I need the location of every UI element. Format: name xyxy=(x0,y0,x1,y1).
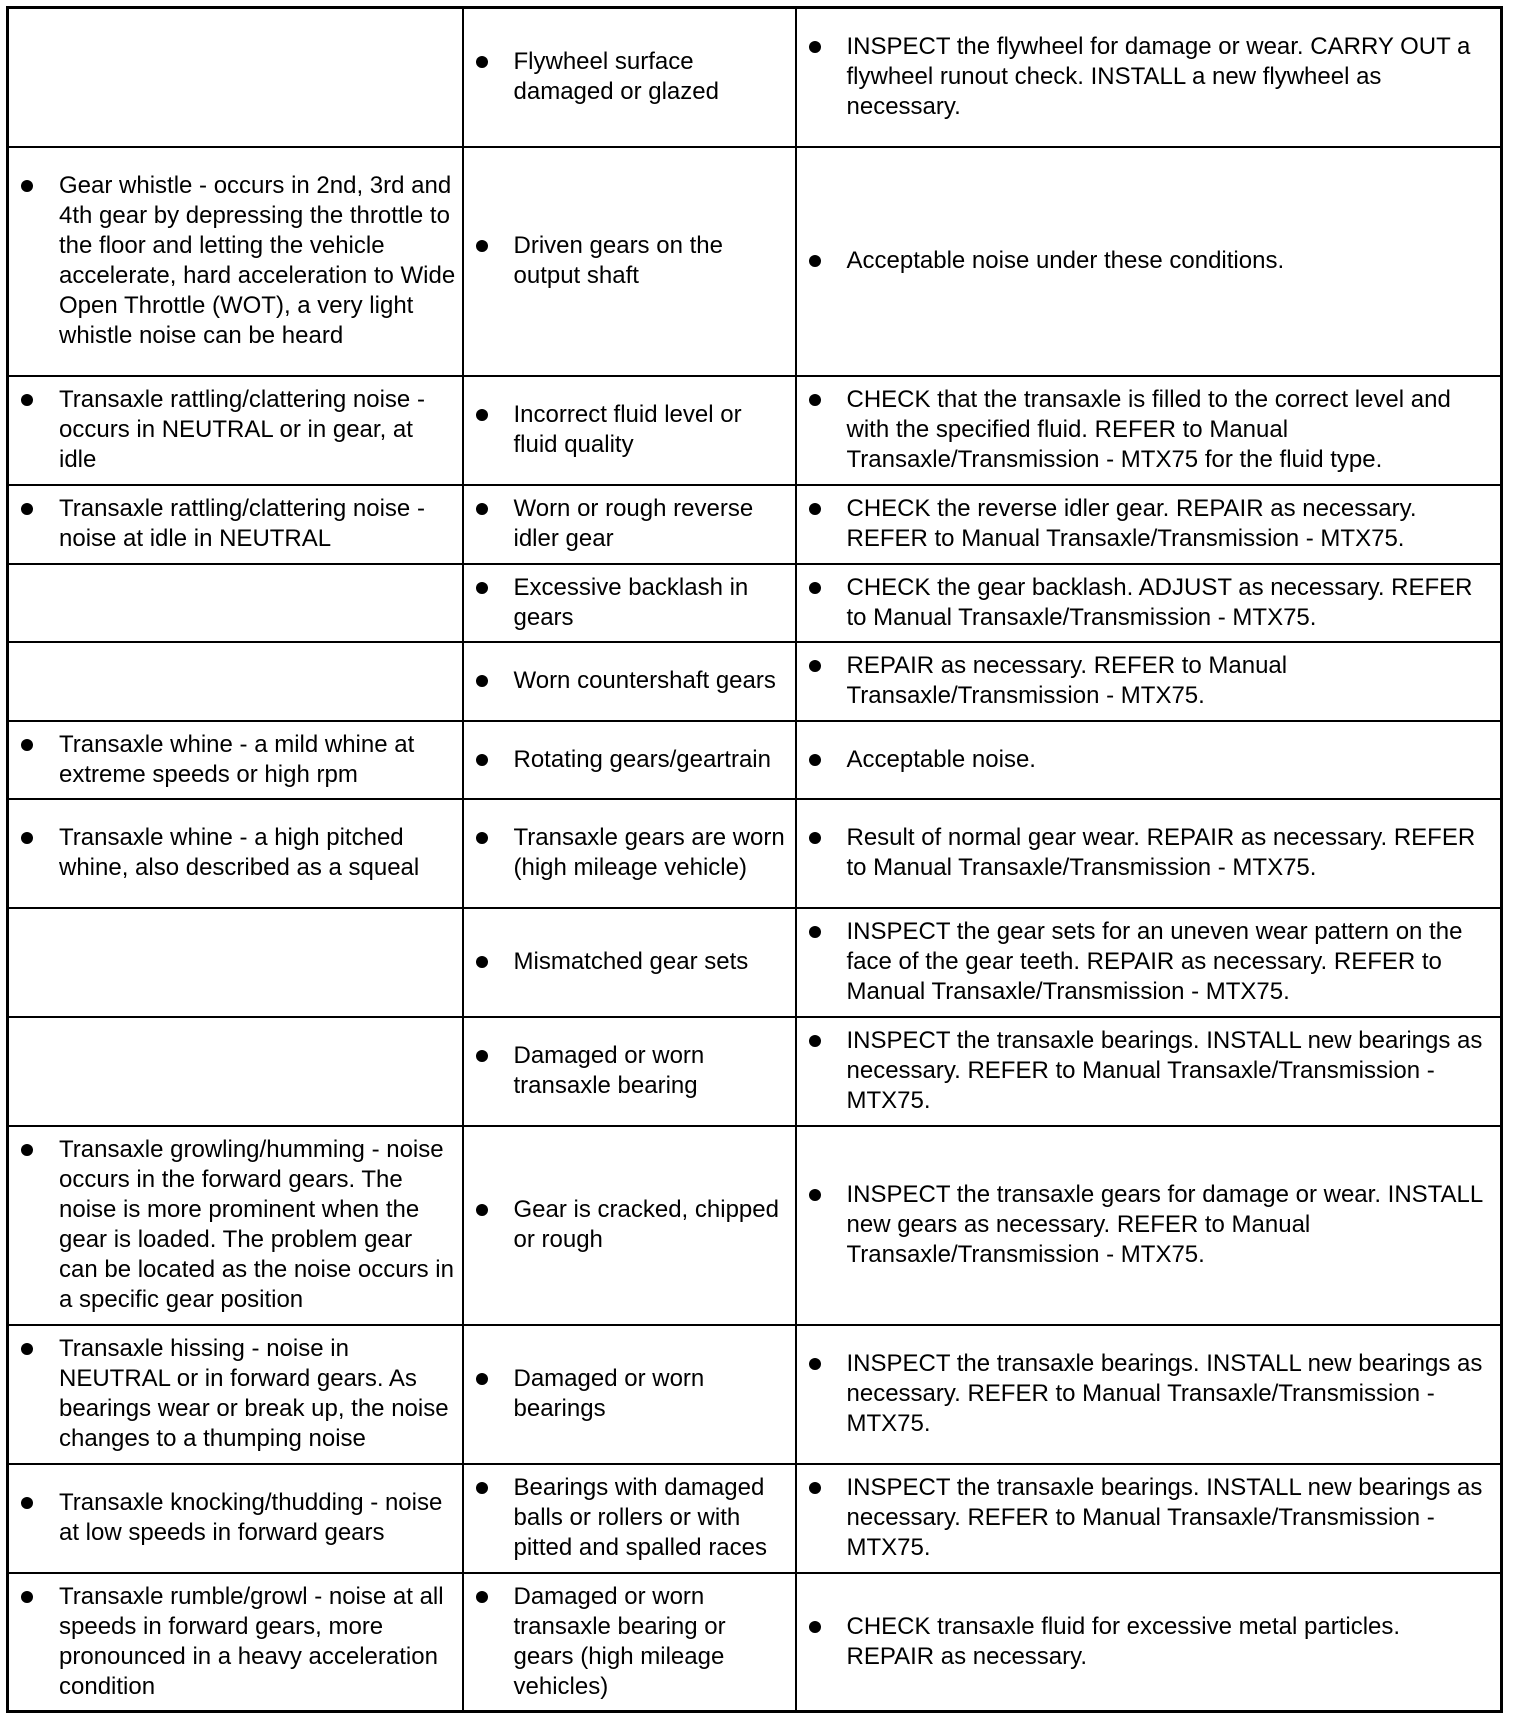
bullet-item xyxy=(21,823,456,883)
bullet-icon xyxy=(476,56,488,68)
condition-text: Transaxle rattling/clattering noise - occurs in NEUTRAL or in gear, at idle xyxy=(59,386,425,473)
bullet-icon xyxy=(476,503,488,515)
bullet-icon xyxy=(809,255,821,267)
bullet-item xyxy=(476,947,789,977)
table-row xyxy=(8,564,1502,642)
action-text: Acceptable noise. xyxy=(846,745,1036,773)
action-text: INSPECT the flywheel for damage or wear. CARRY OUT a flywheel runout check. INSTALL a new flywheel as necessary. xyxy=(846,33,1471,121)
bullet-icon xyxy=(21,503,33,515)
bullet-icon xyxy=(476,832,488,844)
condition-cell xyxy=(8,147,463,376)
action-cell xyxy=(796,376,1502,485)
action-text: CHECK transaxle fluid for excessive metal particles. REPAIR as necessary. xyxy=(846,1612,1401,1670)
table-row xyxy=(8,8,1502,147)
bullet-icon xyxy=(809,660,821,672)
bullet-icon xyxy=(476,1373,488,1385)
bullet-icon xyxy=(476,582,488,594)
diagnosis-table-body xyxy=(8,8,1502,1712)
bullet-item xyxy=(21,1135,456,1315)
condition-cell xyxy=(8,799,463,908)
table-row xyxy=(8,376,1502,485)
cause-text: Worn countershaft gears xyxy=(513,667,776,694)
bullet-item xyxy=(809,573,1495,633)
bullet-item xyxy=(476,573,789,633)
bullet-icon xyxy=(476,1204,488,1216)
action-cell xyxy=(796,1017,1502,1126)
bullet-icon xyxy=(476,240,488,252)
bullet-item xyxy=(21,1334,456,1454)
cause-cell xyxy=(463,908,796,1017)
action-text: Acceptable noise under these conditions. xyxy=(846,247,1285,274)
condition-cell xyxy=(8,1325,463,1464)
bullet-item xyxy=(809,246,1495,276)
bullet-icon xyxy=(809,41,821,53)
action-cell xyxy=(796,8,1502,147)
bullet-item xyxy=(476,494,789,554)
bullet-item xyxy=(476,1473,789,1563)
bullet-item xyxy=(476,823,789,883)
bullet-item xyxy=(476,47,789,107)
bullet-icon xyxy=(809,832,821,844)
condition-text: Transaxle whine - a high pitched whine, also described as a squeal xyxy=(59,824,420,881)
bullet-icon xyxy=(809,754,821,766)
bullet-item xyxy=(809,651,1495,711)
cause-text: Excessive backlash in gears xyxy=(513,573,749,631)
action-text: CHECK the gear backlash. ADJUST as necessary. REFER to Manual Transaxle/Transmission - MTX75. xyxy=(846,573,1473,631)
bullet-icon xyxy=(809,582,821,594)
bullet-item xyxy=(476,666,789,696)
condition-text: Gear whistle - occurs in 2nd, 3rd and 4th gear by depressing the throttle to the floor and letting the vehicle accelerate, hard acceleration to Wide Open Throttle (WOT), a very light whistle noise can be heard xyxy=(59,172,456,349)
bullet-item xyxy=(809,1473,1495,1563)
table-row xyxy=(8,799,1502,908)
bullet-icon xyxy=(809,1621,821,1633)
bullet-icon xyxy=(476,754,488,766)
bullet-icon xyxy=(476,1482,488,1494)
bullet-icon xyxy=(21,180,33,192)
action-text: INSPECT the transaxle bearings. INSTALL new bearings as necessary. REFER to Manual Transaxle/Transmission - MTX75. xyxy=(846,1027,1483,1114)
action-text: CHECK the reverse idler gear. REPAIR as necessary. REFER to Manual Transaxle/Transmission - MTX75. xyxy=(846,495,1417,552)
action-cell xyxy=(796,908,1502,1017)
condition-cell xyxy=(8,564,463,642)
table-row xyxy=(8,1464,1502,1573)
action-text: INSPECT the transaxle bearings. INSTALL new bearings as necessary. REFER to Manual Transaxle/Transmission - MTX75. xyxy=(846,1474,1483,1561)
action-text: INSPECT the transaxle gears for damage or wear. INSTALL new gears as necessary. REFER to Manual Transaxle/Transmission - MTX75. xyxy=(846,1181,1483,1268)
action-cell xyxy=(796,147,1502,376)
action-cell xyxy=(796,1126,1502,1325)
table-row xyxy=(8,721,1502,799)
condition-cell xyxy=(8,1017,463,1126)
bullet-item xyxy=(476,400,789,460)
action-text: INSPECT the transaxle bearings. INSTALL new bearings as necessary. REFER to Manual Transaxle/Transmission - MTX75. xyxy=(846,1350,1483,1437)
bullet-item xyxy=(809,823,1495,883)
bullet-item xyxy=(21,171,456,351)
action-cell xyxy=(796,485,1502,564)
bullet-item xyxy=(809,32,1495,122)
bullet-item xyxy=(809,1026,1495,1116)
table-row xyxy=(8,642,1502,721)
bullet-item xyxy=(476,745,789,775)
cause-cell xyxy=(463,485,796,564)
cause-text: Bearings with damaged balls or rollers or with pitted and spalled races xyxy=(513,1474,767,1561)
bullet-icon xyxy=(21,1497,33,1509)
cause-cell xyxy=(463,1126,796,1325)
cause-text: Gear is cracked, chipped or rough xyxy=(513,1196,779,1253)
bullet-icon xyxy=(476,675,488,687)
cause-cell xyxy=(463,8,796,147)
bullet-icon xyxy=(476,1050,488,1062)
condition-text: Transaxle rattling/clattering noise - noise at idle in NEUTRAL xyxy=(59,495,425,552)
condition-text: Transaxle whine - a mild whine at extreme speeds or high rpm xyxy=(59,730,415,788)
bullet-item xyxy=(476,1582,789,1702)
condition-text: Transaxle rumble/growl - noise at all speeds in forward gears, more pronounced in a heavy acceleration condition xyxy=(59,1582,444,1700)
diagnosis-table xyxy=(6,6,1503,1713)
condition-cell xyxy=(8,376,463,485)
action-cell xyxy=(796,642,1502,721)
bullet-icon xyxy=(476,956,488,968)
bullet-item xyxy=(809,1180,1495,1270)
bullet-item xyxy=(809,917,1495,1007)
action-cell xyxy=(796,799,1502,908)
cause-cell xyxy=(463,1464,796,1573)
action-text: INSPECT the gear sets for an uneven wear pattern on the face of the gear teeth. REPAIR as necessary. REFER to Manual Transaxle/Transmission - MTX75. xyxy=(846,918,1463,1005)
bullet-icon xyxy=(21,1144,33,1156)
condition-text: Transaxle knocking/thudding - noise at low speeds in forward gears xyxy=(59,1489,443,1546)
table-row xyxy=(8,908,1502,1017)
bullet-item xyxy=(476,1364,789,1424)
cause-text: Damaged or worn transaxle bearing or gears (high mileage vehicles) xyxy=(513,1582,726,1700)
bullet-item xyxy=(809,1349,1495,1439)
cause-cell xyxy=(463,1017,796,1126)
bullet-item xyxy=(809,1612,1495,1672)
cause-text: Driven gears on the output shaft xyxy=(513,232,723,289)
bullet-item xyxy=(21,1582,456,1702)
cause-cell xyxy=(463,799,796,908)
cause-cell xyxy=(463,564,796,642)
action-text: Result of normal gear wear. REPAIR as necessary. REFER to Manual Transaxle/Transmission - MTX75. xyxy=(846,824,1476,881)
bullet-item xyxy=(476,1041,789,1101)
condition-cell xyxy=(8,1464,463,1573)
bullet-item xyxy=(809,745,1495,775)
condition-text: Transaxle hissing - noise in NEUTRAL or in forward gears. As bearings wear or break up, the noise changes to a thumping noise xyxy=(59,1335,449,1452)
bullet-item xyxy=(21,385,456,475)
cause-cell xyxy=(463,1573,796,1712)
bullet-icon xyxy=(21,1343,33,1355)
bullet-icon xyxy=(21,394,33,406)
cause-cell xyxy=(463,147,796,376)
bullet-icon xyxy=(21,832,33,844)
bullet-item xyxy=(476,231,789,291)
action-cell xyxy=(796,721,1502,799)
condition-cell xyxy=(8,1126,463,1325)
cause-text: Worn or rough reverse idler gear xyxy=(513,495,754,552)
action-cell xyxy=(796,1325,1502,1464)
bullet-item xyxy=(21,494,456,554)
bullet-item xyxy=(809,385,1495,475)
bullet-icon xyxy=(809,503,821,515)
cause-text: Damaged or worn bearings xyxy=(513,1365,705,1422)
bullet-item xyxy=(476,1195,789,1255)
cause-cell xyxy=(463,721,796,799)
bullet-icon xyxy=(809,1035,821,1047)
table-row xyxy=(8,1573,1502,1712)
bullet-icon xyxy=(809,1189,821,1201)
table-row xyxy=(8,147,1502,376)
condition-cell xyxy=(8,1573,463,1712)
bullet-item xyxy=(21,730,456,790)
condition-cell xyxy=(8,908,463,1017)
cause-text: Rotating gears/geartrain xyxy=(513,745,771,773)
action-cell xyxy=(796,564,1502,642)
table-row xyxy=(8,1017,1502,1126)
bullet-icon xyxy=(476,409,488,421)
bullet-icon xyxy=(809,1358,821,1370)
cause-text: Incorrect fluid level or fluid quality xyxy=(513,401,742,458)
table-row xyxy=(8,485,1502,564)
cause-cell xyxy=(463,642,796,721)
action-text: REPAIR as necessary. REFER to Manual Transaxle/Transmission - MTX75. xyxy=(846,652,1288,709)
cause-text: Transaxle gears are worn (high mileage vehicle) xyxy=(513,824,785,881)
bullet-item xyxy=(21,1488,456,1548)
bullet-icon xyxy=(21,739,33,751)
condition-cell xyxy=(8,485,463,564)
condition-cell xyxy=(8,8,463,147)
cause-text: Damaged or worn transaxle bearing xyxy=(513,1042,705,1099)
table-row xyxy=(8,1126,1502,1325)
bullet-icon xyxy=(476,1591,488,1603)
table-row xyxy=(8,1325,1502,1464)
condition-text: Transaxle growling/humming - noise occurs in the forward gears. The noise is more prominent when the gear is loaded. The problem gear can be located as the noise occurs in a specific gear position xyxy=(59,1136,454,1313)
cause-text: Mismatched gear sets xyxy=(513,948,749,975)
action-text: CHECK that the transaxle is filled to the correct level and with the specified fluid. REFER to Manual Transaxle/Transmission - MTX75 for the fluid type. xyxy=(846,386,1451,473)
cause-text: Flywheel surface damaged or glazed xyxy=(513,48,719,106)
bullet-icon xyxy=(809,394,821,406)
condition-cell xyxy=(8,721,463,799)
bullet-item xyxy=(809,494,1495,554)
cause-cell xyxy=(463,376,796,485)
cause-cell xyxy=(463,1325,796,1464)
bullet-icon xyxy=(809,1482,821,1494)
bullet-icon xyxy=(21,1591,33,1603)
action-cell xyxy=(796,1573,1502,1712)
bullet-icon xyxy=(809,926,821,938)
condition-cell xyxy=(8,642,463,721)
action-cell xyxy=(796,1464,1502,1573)
